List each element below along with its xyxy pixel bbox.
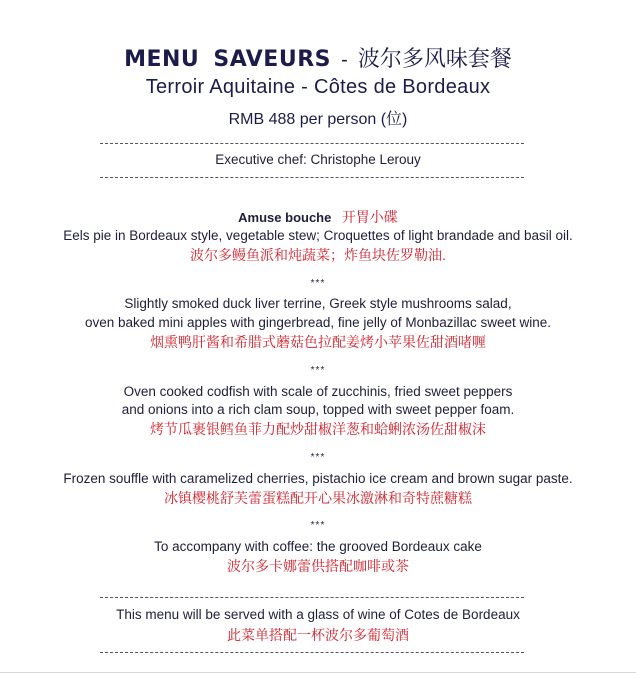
executive-chef: Executive chef: Christophe Lerouy xyxy=(215,152,421,167)
course-2-line-1: Slightly smoked duck liver terrine, Greek style mushrooms salad, xyxy=(124,296,512,311)
menu-title-chinese: 波尔多风味套餐 xyxy=(357,46,512,71)
amuse-heading-cn: 开胃小碟 xyxy=(341,209,398,225)
footer-note-cn: 此菜单搭配一杯波尔多葡萄酒 xyxy=(227,627,409,643)
amuse-heading-en: Amuse bouche xyxy=(238,210,332,225)
course-separator: *** xyxy=(310,452,326,463)
divider-footer-bottom xyxy=(100,652,524,653)
footer-note-en: This menu will be served with a glass of wine of Cotes de Bordeaux xyxy=(116,607,520,622)
course-5-line-1: To accompany with coffee: the grooved Bordeaux cake xyxy=(154,539,482,554)
menu-title-saveurs-word: SAVEURS xyxy=(213,47,331,72)
course-separator: *** xyxy=(310,520,326,531)
menu-title-dash: - xyxy=(341,49,348,71)
divider-footer-top xyxy=(100,597,524,598)
course-3-line-1: Oven cooked codfish with scale of zucchinis, fried sweet peppers xyxy=(123,384,513,399)
course-3-desc-cn: 烤节瓜裹银鳕鱼菲力配炒甜椒洋葱和蛤蜊浓汤佐甜椒沫 xyxy=(150,421,486,437)
amuse-heading xyxy=(0,207,636,227)
menu-title-menu-word: MENU xyxy=(124,47,200,72)
menu-subtitle: Terroir Aquitaine - Côtes de Bordeaux xyxy=(145,76,491,98)
course-5-desc-cn: 波尔多卡娜蕾供搭配咖啡或茶 xyxy=(227,558,409,574)
menu-title xyxy=(0,42,636,73)
divider-top xyxy=(100,143,524,144)
course-separator: *** xyxy=(310,278,326,289)
course-3-line-2: and onions into a rich clam soup, topped with sweet pepper foam. xyxy=(121,402,515,417)
menu-price: RMB 488 per person (位) xyxy=(228,111,408,128)
course-4-desc-cn: 冰镇樱桃舒芙蕾蛋糕配开心果冰激淋和奇特蔗糖糕 xyxy=(164,490,472,506)
divider-chef-bottom xyxy=(100,177,524,178)
amuse-desc-en: Eels pie in Bordeaux style, vegetable stew; Croquettes of light brandade and basil oil. xyxy=(63,228,573,243)
course-4-line-1: Frozen souffle with caramelized cherries, pistachio ice cream and brown sugar paste. xyxy=(63,471,573,486)
course-2-line-2: oven baked mini apples with gingerbread, fine jelly of Monbazillac sweet wine. xyxy=(84,315,551,330)
course-2-desc-cn: 烟熏鸭肝酱和希腊式蘑菇色拉配姜烤小苹果佐甜酒啫喱 xyxy=(150,334,486,350)
course-separator: *** xyxy=(310,365,326,376)
amuse-desc-cn: 波尔多鳗鱼派和炖蔬菜；炸鱼块佐罗勒油. xyxy=(190,247,446,263)
